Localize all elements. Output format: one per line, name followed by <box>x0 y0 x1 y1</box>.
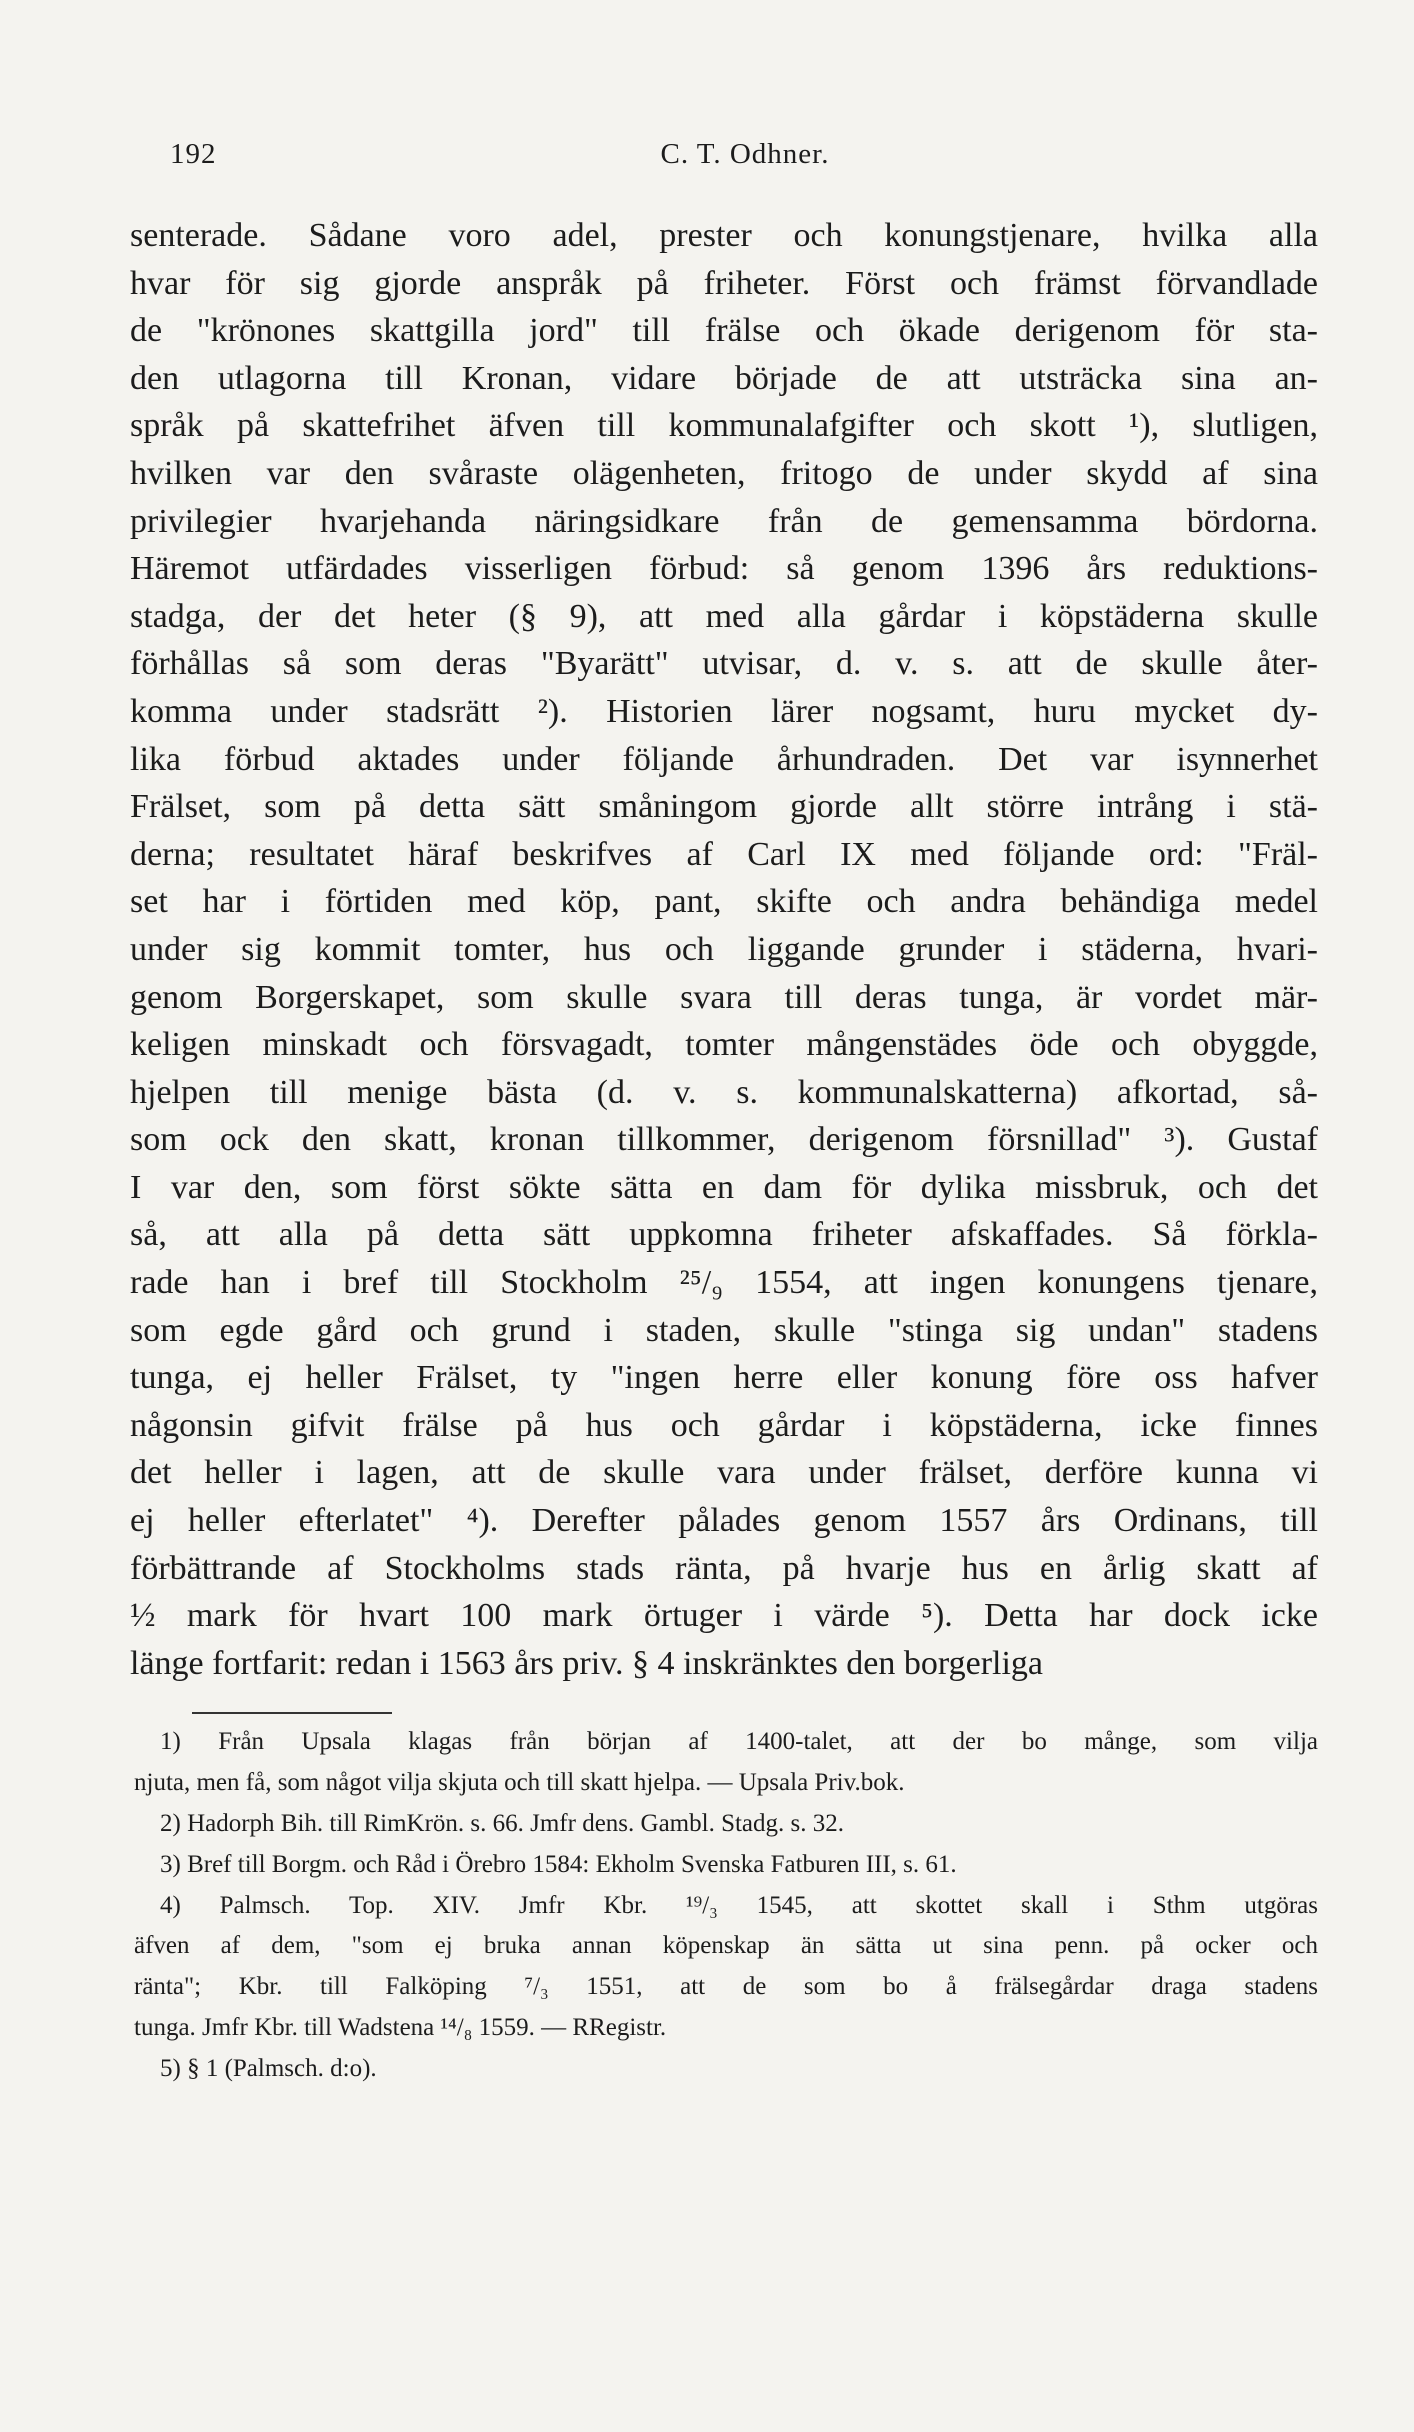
body-line: rade han i bref till Stockholm ²⁵/₉ 1554, att ingen konungens tjenare, <box>130 1264 1318 1302</box>
body-text <box>130 212 1318 1687</box>
body-line: förhållas så som deras "Byarätt" utvisar, d. v. s. att de skulle åter- <box>130 645 1318 683</box>
body-line: hvilken var den svåraste olägenheten, fritogo de under skydd af sina <box>130 454 1318 492</box>
footnote-line: ränta"; Kbr. till Falköping ⁷/₃ 1551, att de som bo å frälsegårdar draga stadens <box>134 1973 1318 2001</box>
body-line: under sig kommit tomter, hus och liggande grunder i städerna, hvari- <box>130 930 1318 968</box>
footnote-line: 1) Från Upsala klagas från början af 1400-talet, att der bo månge, som vilja <box>160 1728 1318 1755</box>
footnote-line: 5) § 1 (Palmsch. d:o). <box>160 2055 377 2083</box>
body-line: länge fortfarit: redan i 1563 års priv. § 4 inskränktes den borgerliga <box>130 1644 1044 1682</box>
body-line: Frälset, som på detta sätt småningom gjorde allt större intrång i stä- <box>130 788 1318 826</box>
body-line: lika förbud aktades under följande århundraden. Det var isynnerhet <box>130 740 1318 778</box>
body-line: hjelpen till menige bästa (d. v. s. kommunalskatterna) afkortad, så- <box>130 1073 1318 1111</box>
footnote-line: 4) Palmsch. Top. XIV. Jmfr Kbr. ¹⁹/₃ 1545, att skottet skall i Sthm utgöras <box>160 1891 1318 1919</box>
body-line: språk på skattefrihet äfven till kommunalafgifter och skott ¹), slutligen, <box>130 407 1318 445</box>
page-header <box>170 138 1320 178</box>
body-line: den utlagorna till Kronan, vidare började de att utsträcka sina an- <box>130 359 1318 397</box>
page-number: 192 <box>170 138 217 170</box>
body-line: tunga, ej heller Frälset, ty "ingen herre eller konung före oss hafver <box>130 1359 1318 1397</box>
running-title: C. T. Odhner. <box>660 138 830 170</box>
body-line: I var den, som först sökte sätta en dam för dylika missbruk, och det <box>130 1168 1318 1206</box>
body-line: derna; resultatet häraf beskrifves af Carl IX med följande ord: "Fräl- <box>130 835 1318 873</box>
body-line: de "krönones skattgilla jord" till frälse och ökade derigenom för sta- <box>130 312 1318 350</box>
body-line: ½ mark för hvart 100 mark örtuger i värde ⁵). Detta har dock icke <box>130 1597 1318 1635</box>
body-line: senterade. Sådane voro adel, prester och konungstjenare, hvilka alla <box>130 217 1318 254</box>
footnotes <box>134 1722 1318 2090</box>
body-line: komma under stadsrätt ²). Historien lärer nogsamt, huru mycket dy- <box>130 692 1318 730</box>
body-line: privilegier hvarjehanda näringsidkare från de gemensamma bördorna. <box>130 502 1318 540</box>
footnote-line: njuta, men få, som något vilja skjuta och till skatt hjelpa. — Upsala Priv.bok. <box>134 1768 905 1796</box>
body-line: hvar för sig gjorde anspråk på friheter. Först och främst förvandlade <box>130 264 1318 302</box>
footnote-rule <box>192 1712 392 1714</box>
body-line: stadga, der det heter (§ 9), att med alla gårdar i köpstäderna skulle <box>130 597 1318 635</box>
footnote-line: tunga. Jmfr Kbr. till Wadstena ¹⁴/₈ 1559. — RRegistr. <box>134 2014 667 2042</box>
body-line: så, att alla på detta sätt uppkomna friheter afskaffades. Så förkla- <box>130 1216 1318 1254</box>
body-line: som ock den skatt, kronan tillkommer, derigenom försnillad" ³). Gustaf <box>130 1121 1318 1159</box>
body-line: ej heller efterlatet" ⁴). Derefter pålades genom 1557 års Ordinans, till <box>130 1502 1318 1540</box>
body-line: set har i förtiden med köp, pant, skifte och andra behändiga medel <box>130 883 1318 921</box>
body-line: någonsin gifvit frälse på hus och gårdar i köpstäderna, icke finnes <box>130 1406 1318 1444</box>
body-line: keligen minskadt och försvagadt, tomter mångenstädes öde och obyggde, <box>130 1026 1318 1064</box>
body-line: Häremot utfärdades visserligen förbud: så genom 1396 års reduktions- <box>130 550 1318 588</box>
footnote-line: 2) Hadorph Bih. till RimKrön. s. 66. Jmfr dens. Gambl. Stadg. s. 32. <box>160 1809 844 1837</box>
footnote-line: äfven af dem, "som ej bruka annan köpenskap än sätta ut sina penn. på ocker och <box>134 1932 1318 1960</box>
body-line: förbättrande af Stockholms stads ränta, på hvarje hus en årlig skatt af <box>130 1549 1318 1587</box>
body-line: som egde gård och grund i staden, skulle "stinga sig undan" stadens <box>130 1311 1318 1349</box>
body-line: genom Borgerskapet, som skulle svara till deras tunga, är vordet mär- <box>130 978 1318 1016</box>
body-line: det heller i lagen, att de skulle vara under frälset, derföre kunna vi <box>130 1454 1318 1492</box>
footnote-line: 3) Bref till Borgm. och Råd i Örebro 1584: Ekholm Svenska Fatburen III, s. 61. <box>160 1850 957 1878</box>
